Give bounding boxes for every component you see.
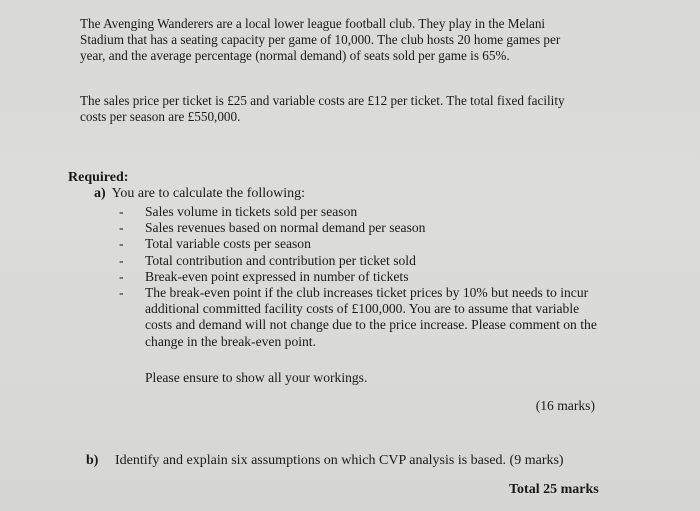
question-b-label: b) (86, 453, 99, 468)
task-list (119, 204, 599, 350)
dash-bullet: - (119, 268, 124, 284)
task-text: Total contribution and contribution per ticket sold (145, 252, 416, 268)
question-a-marks: (16 marks) (535, 398, 595, 413)
dash-bullet: - (119, 285, 124, 301)
dash-bullet: - (119, 236, 124, 252)
task-text: The break-even point if the club increases ticket prices by 10% but needs to incur additional committed facility costs of £100,000. You are to assume that variable costs and demand will not change due to the price increase. Please comment on the change in the break-even point. (145, 285, 597, 349)
dash-bullet: - (119, 252, 124, 268)
dash-bullet: - (119, 204, 124, 219)
list-item (119, 253, 599, 269)
total-marks: Total 25 marks (509, 482, 599, 497)
intro-paragraph-2: The sales price per ticket is £25 and variable costs are £12 per ticket. The total fixed facility costs per season are £550,000. (80, 93, 565, 124)
list-item (119, 204, 599, 220)
question-b-text: Identify and explain six assumptions on which CVP analysis is based. (9 marks) (115, 453, 564, 468)
intro-paragraph-1: The Avenging Wanderers are a local lower league football club. They play in the Melani Stadium that has a seating capacity per game of 10,000. The club hosts 20 home games per year, and the average percentage (normal demand) of seats sold per game is 65%. (80, 16, 561, 63)
question-a-label: a) (94, 186, 106, 201)
dash-bullet: - (119, 220, 124, 236)
list-item (119, 220, 599, 236)
task-text: Sales revenues based on normal demand per season (145, 220, 426, 236)
list-item (119, 269, 599, 285)
question-a-text: You are to calculate the following: (111, 186, 306, 201)
list-item (119, 285, 599, 350)
task-text: Total variable costs per season (145, 236, 311, 252)
list-item (119, 236, 599, 252)
task-text: Sales volume in tickets sold per season (145, 204, 358, 219)
workings-note: Please ensure to show all your workings. (145, 370, 368, 385)
question-a (94, 186, 305, 202)
question-b (86, 452, 576, 470)
task-text: Break-even point expressed in number of tickets (145, 268, 409, 284)
required-heading: Required: (68, 170, 129, 185)
